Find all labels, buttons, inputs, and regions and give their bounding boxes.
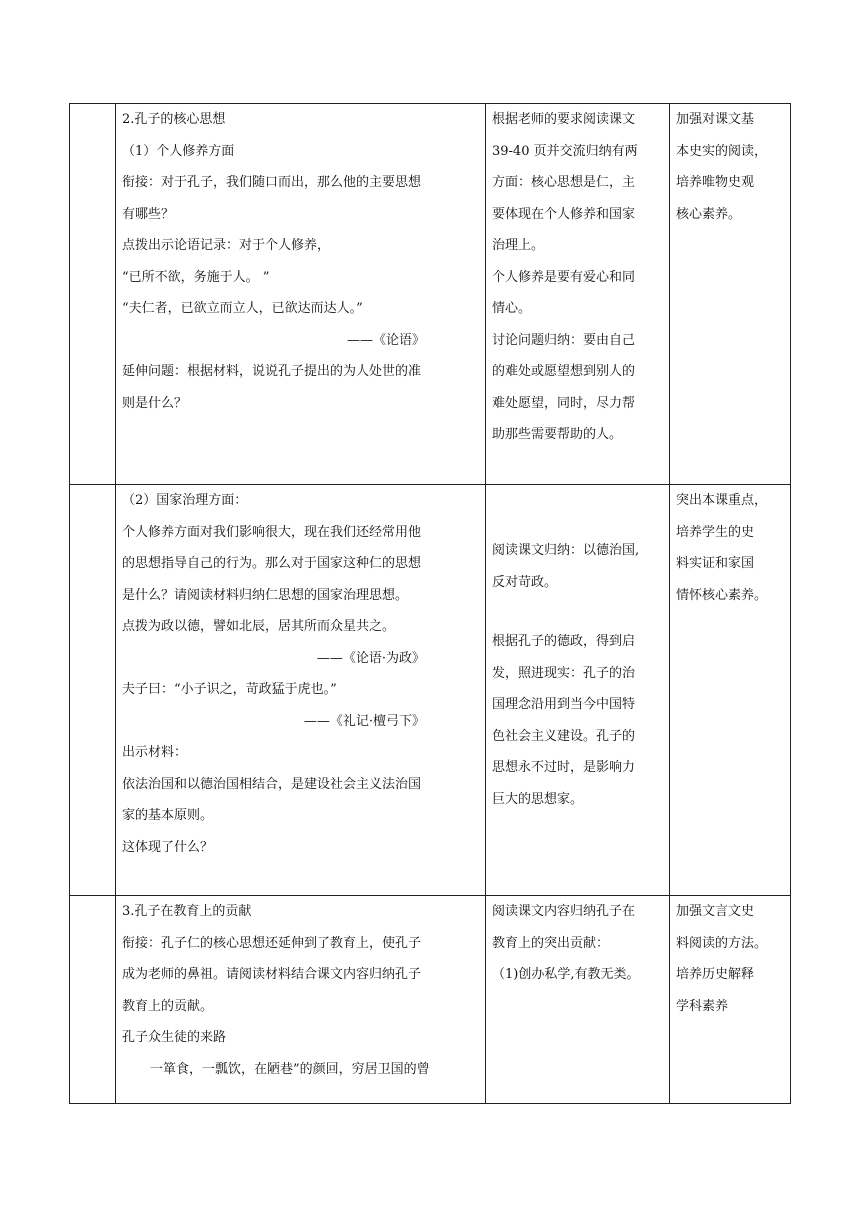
design-intent-cell [670,485,791,896]
text-line: 国理念沿用到当今中国特 [492,697,636,712]
text-line: 39-40 页并交流归纳有两 [492,143,638,159]
section-heading: 3.孔子在教育上的贡献 [122,904,252,919]
section-heading: 2.孔子的核心思想 [122,112,226,127]
quote-source: ——《论语》 [346,332,425,348]
table-row [70,104,791,485]
text-line: 根据孔子的德政，得到启 [492,634,636,649]
text-line: 个人修养是要有爱心和同 [492,269,636,285]
text-line: 难处愿望，同时，尽力帮 [492,395,636,411]
table-row [70,485,791,896]
text-line: 成为老师的鼻祖。请阅读材料结合课文内容归纳孔子 [122,967,422,982]
text-line: 方面：核心思想是仁，主 [492,175,636,190]
subsection-heading: （2）国家治理方面： [122,493,248,508]
student-activity-cell [486,896,670,1104]
text-line: 个人修养方面对我们影响很大，现在我们还经常用他 [122,524,422,540]
teacher-activity-cell [116,104,486,485]
text-line: 一箪食，一瓢饮，在陋巷”的颜回，穷居卫国的曾 [150,1061,430,1077]
text-line: 治理上。 [492,238,545,253]
stage-cell [70,896,116,1104]
text-line: 衔接：对于孔子，我们随口而出，那么他的主要思想 [122,175,422,190]
text-line: 教育上的突出贡献： [492,935,610,951]
text-line: 这体现了什么？ [122,839,214,855]
quote-source: ——《论语·为政》 [316,650,425,666]
text-line: 点拨为政以德，譬如北辰，居其所而众星共之。 [122,619,396,634]
text-line: 孔子众生徒的来路 [122,1030,227,1045]
quote-source: ——《礼记·檀弓下》 [303,713,425,729]
quote-line: “已所不欲，务施于人。 ” [122,269,270,285]
teacher-activity-cell [116,485,486,896]
text-line: 料阅读的方法。 [676,935,768,951]
text-line: 加强文言文史 [676,904,755,919]
text-line: 本史实的阅读， [676,143,768,159]
text-line: 的思想指导自己的行为。那么对于国家这种仁的思想 [122,556,422,571]
text-line: 料实证和家国 [676,556,755,571]
text-line: 情心。 [492,301,532,316]
text-line: 是什么？请阅读材料归纳仁思想的国家治理思想。 [122,587,409,603]
text-line: 色社会主义建设。孔子的 [492,728,636,744]
lesson-plan-table [69,103,791,1104]
text-line: 培养学生的史 [676,524,755,540]
design-intent-cell [670,104,791,485]
quote-line: “夫仁者，已欲立而立人，已欲达而达人。” [122,301,363,316]
text-line: 则是什么？ [122,395,188,411]
text-line: 讨论问题归纳：要由自己 [492,332,636,348]
quote-line: 夫子曰：“小子识之，苛政猛于虎也。” [122,682,337,697]
student-activity-cell [486,104,670,485]
text-line: 培养唯物史观 [676,175,755,190]
teacher-activity-cell [116,896,486,1104]
text-line: 点拨出示论语记录：对于个人修养， [122,238,331,253]
design-intent-cell [670,896,791,1104]
text-line: 的难处或愿望想到别人的 [492,364,636,379]
text-line: 家的基本原则。 [122,808,214,823]
text-line: 突出本课重点， [676,493,768,508]
text-line: 有哪些？ [122,206,175,222]
text-line: 学科素养 [676,998,729,1014]
text-line: 发，照进现实：孔子的治 [492,665,636,681]
text-line: 情怀核心素养。 [676,587,768,603]
text-line: 依法治国和以德治国相结合，是建设社会主义法治国 [122,776,422,792]
table-row [70,896,791,1104]
text-line: 要体现在个人修养和国家 [492,206,636,222]
stage-cell [70,104,116,485]
text-line: 出示材料： [122,745,188,760]
text-line: 培养历史解释 [676,967,755,982]
text-line: 巨大的思想家。 [492,791,584,807]
text-line: 反对苛政。 [492,574,558,590]
text-line: 根据老师的要求阅读课文 [492,112,636,127]
text-line: 阅读课文归纳：以德治国, [492,543,640,558]
text-line: 助那些需要帮助的人。 [492,427,623,442]
stage-cell [70,485,116,896]
student-activity-cell [486,485,670,896]
text-line: 核心素养。 [676,206,742,222]
text-line: 衔接：孔子仁的核心思想还延伸到了教育上，使孔子 [122,935,422,951]
subsection-heading: （1）个人修养方面 [122,143,235,159]
text-line: （1)创办私学,有教无类。 [492,967,640,982]
text-line: 加强对课文基 [676,112,755,127]
text-line: 思想永不过时，是影响力 [492,760,636,775]
text-line: 教育上的贡献。 [122,998,214,1014]
text-line: 延伸问题：根据材料，说说孔子提出的为人处世的准 [122,364,422,379]
text-line: 阅读课文内容归纳孔子在 [492,904,636,919]
